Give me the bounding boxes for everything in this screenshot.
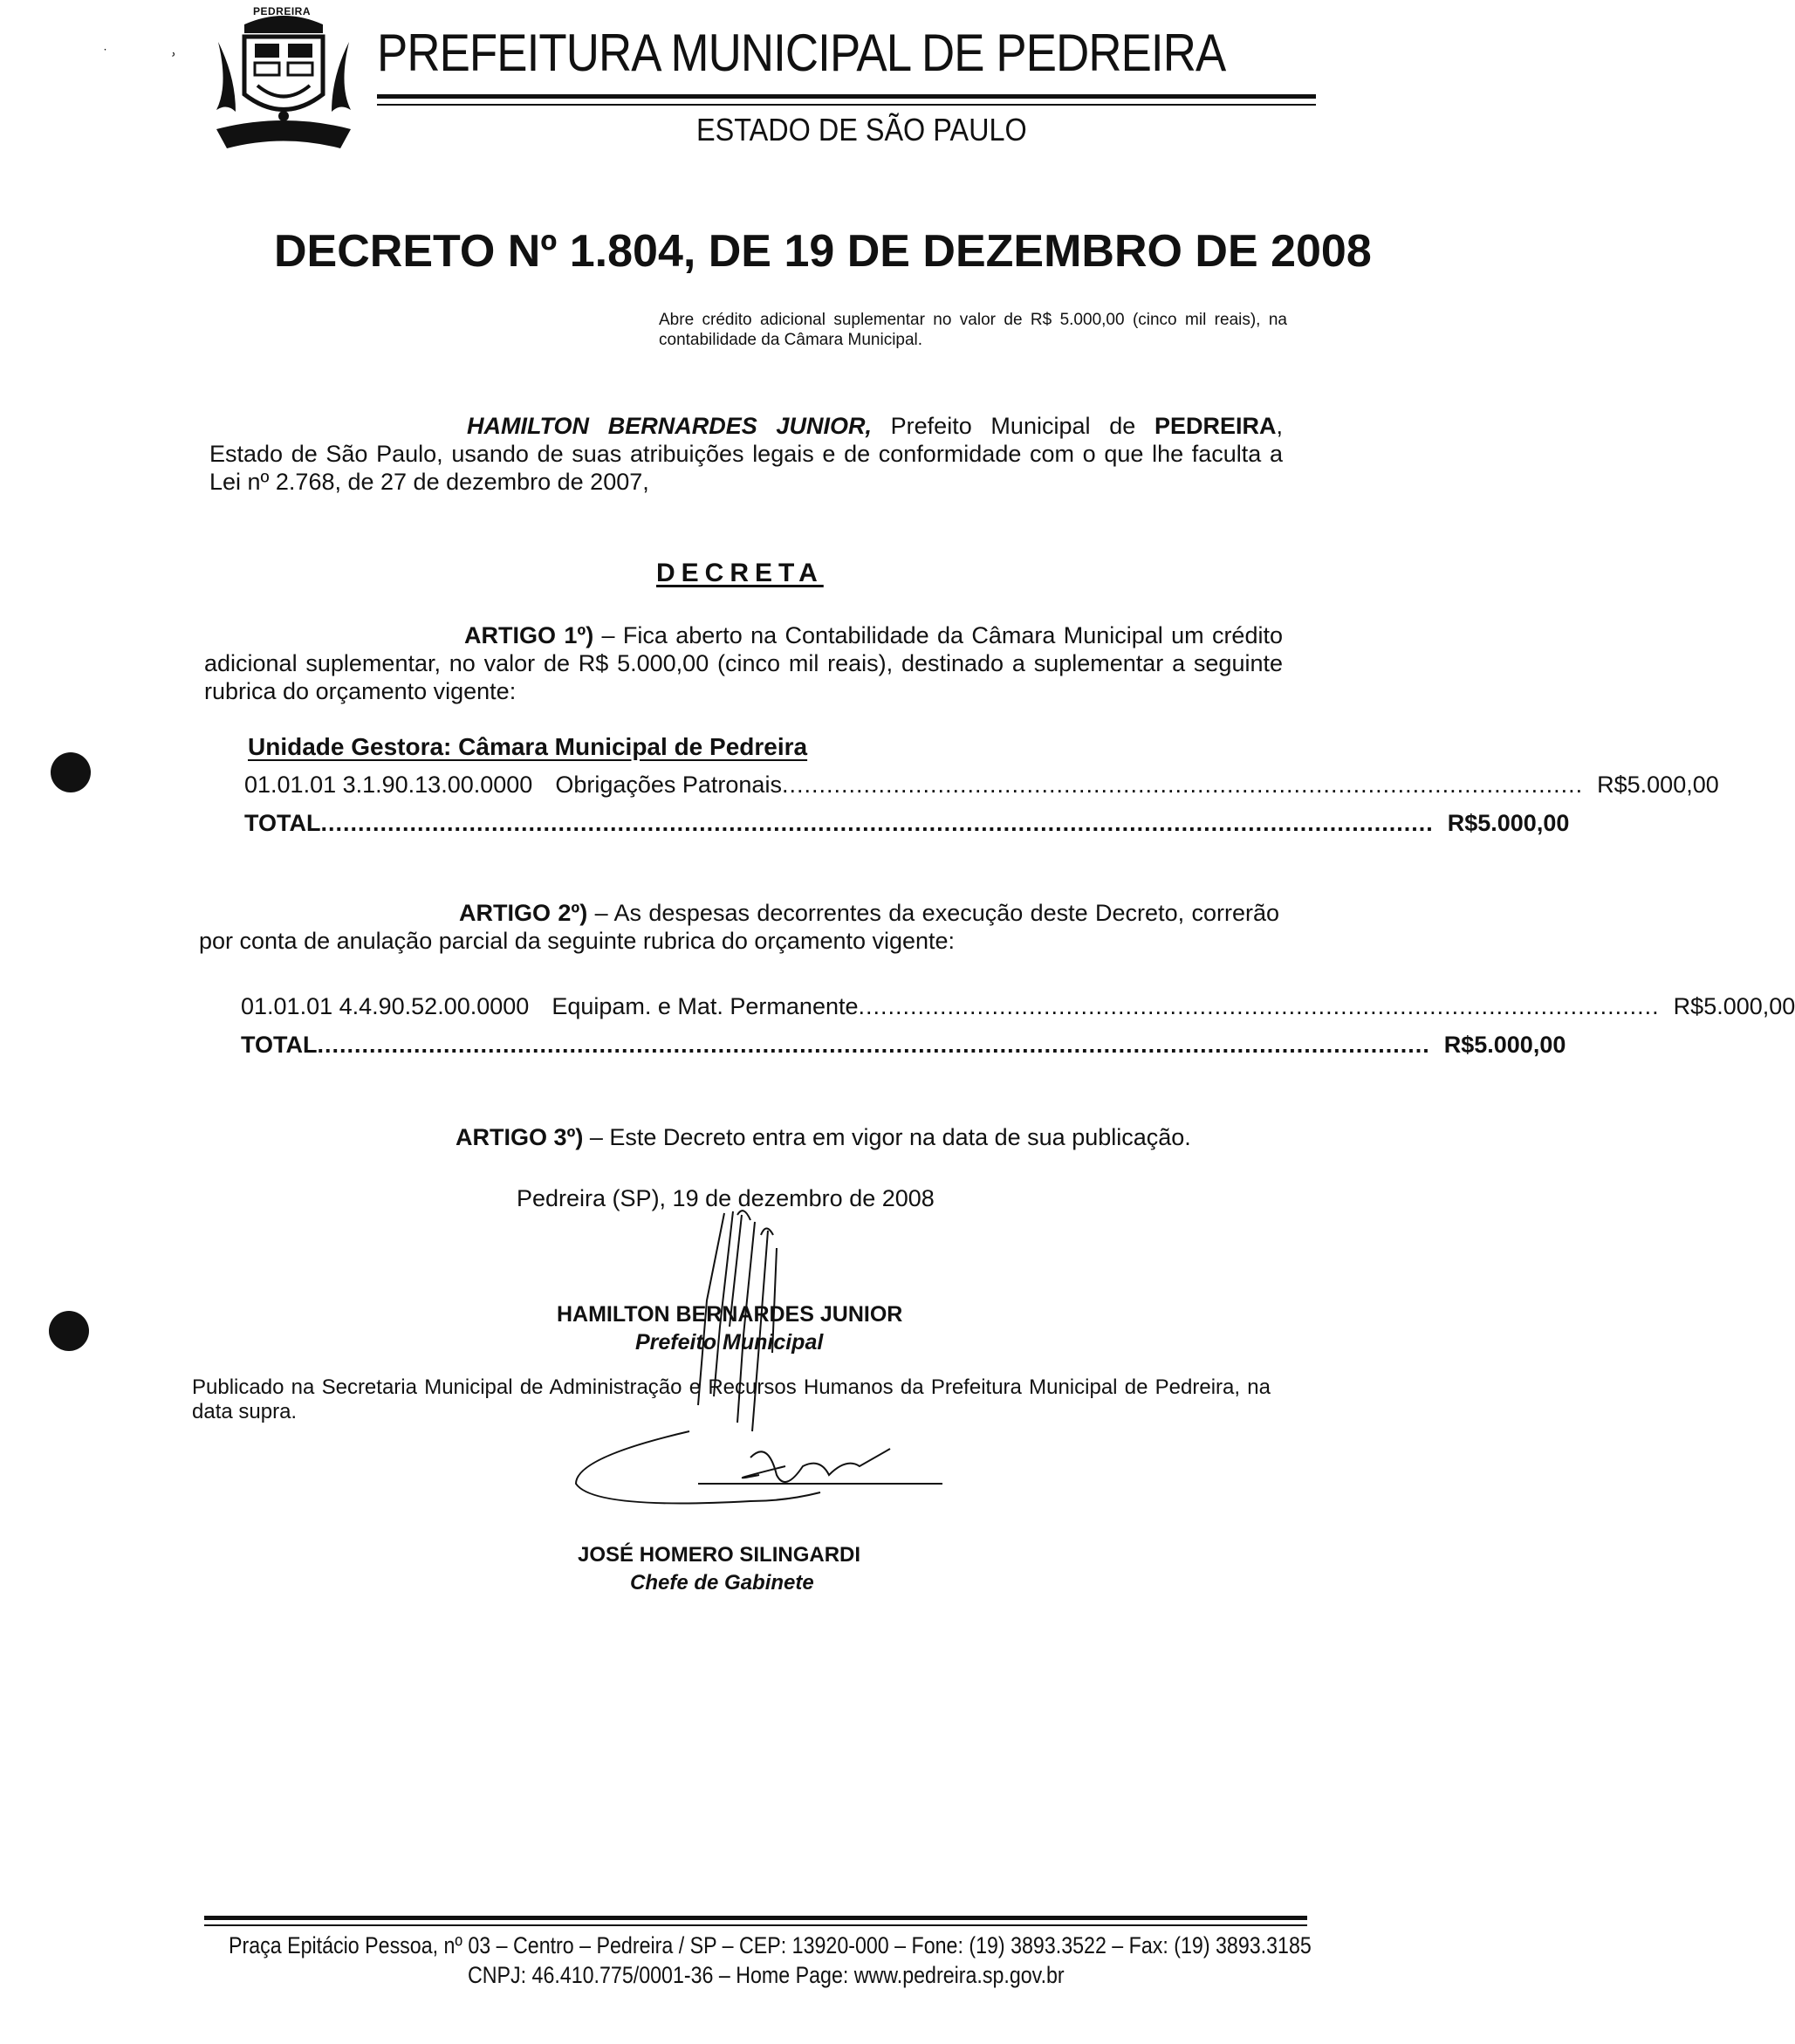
intro-city: PEDREIRA: [1154, 413, 1277, 439]
leader-dots: ............................................................................................................: [781, 772, 1584, 798]
budget-description: Obrigações Patronais: [555, 772, 782, 798]
total-amount: 5.000,00: [1474, 1032, 1566, 1058]
total-currency: R$: [1443, 1032, 1475, 1058]
budget-row: [241, 993, 1795, 1020]
decree-title: DECRETO Nº 1.804, DE 19 DE DEZEMBRO DE 2008: [274, 226, 1372, 277]
budget-currency: R$: [1673, 993, 1704, 1019]
decreta-heading: DECRETA: [656, 559, 824, 587]
signature-1-name: HAMILTON BERNARDES JUNIOR: [557, 1302, 903, 1327]
artigo-3: [456, 1124, 1191, 1151]
budget-currency: R$: [1597, 772, 1627, 798]
artigo-2-label: ARTIGO 2º): [459, 900, 588, 926]
footer-rule: [204, 1916, 1307, 1920]
header-rule: [377, 94, 1316, 99]
artigo-1: [204, 621, 1283, 705]
intro-text: Prefeito Municipal de: [871, 413, 1154, 439]
mayor-name: HAMILTON BERNARDES JUNIOR,: [467, 413, 872, 439]
signature-1-role: Prefeito Municipal: [635, 1330, 824, 1355]
artigo-1-label: ARTIGO 1º): [464, 622, 594, 648]
coat-of-arms-icon: [209, 7, 358, 160]
total-label: TOTAL: [244, 810, 321, 836]
footer-contact: CNPJ: 46.410.775/0001-36 – Home Page: www.pedreira.sp.gov.br: [468, 1962, 1065, 1988]
place-date: Pedreira (SP), 19 de dezembro de 2008: [517, 1185, 935, 1211]
leader-dots: ......................................................................................................................................................: [317, 1032, 1430, 1058]
publication-note: Publicado na Secretaria Municipal de Administração e Recursos Humanos da Prefeitura Municipal de Pedreira, na data supra.: [192, 1375, 1271, 1423]
total-currency: R$: [1447, 810, 1478, 836]
artigo-3-text: – Este Decreto entra em vigor na data de sua publicação.: [583, 1124, 1191, 1150]
artigo-3-label: ARTIGO 3º): [456, 1124, 584, 1150]
artigo-2: [199, 899, 1279, 955]
intro-text: , Estado de São Paulo, usando de suas atribuições legais e de conformidade com o que lhe faculta a Lei nº 2.768, de 27 de dezembro de 2007,: [209, 413, 1283, 495]
artigo-2-text: – As despesas decorrentes da execução deste Decreto, correrão por conta de anulação parcial da seguinte rubrica do orçamento vigente:: [199, 900, 1279, 954]
scan-speck: ˒: [170, 37, 178, 63]
footer-rule: [204, 1924, 1307, 1926]
scan-speck: ˑ: [103, 44, 108, 61]
header-rule: [377, 104, 1316, 106]
header-title: PREFEITURA MUNICIPAL DE PEDREIRA: [377, 24, 1226, 82]
handwritten-signature: [558, 1196, 960, 1527]
total-label: TOTAL: [241, 1032, 318, 1058]
artigo-1-text: – Fica aberto na Contabilidade da Câmara Municipal um crédito adicional suplementar, no valor de R$ 5.000,00 (cinco mil reais), destinado a suplementar a seguinte rubrica do orçamento vigente:: [204, 622, 1283, 704]
footer-address: Praça Epitácio Pessoa, nº 03 – Centro – Pedreira / SP – CEP: 13920-000 – Fone: (19) 3893.3522 – Fax: (19) 3893.3185: [229, 1932, 1312, 1958]
budget-total-row: [241, 1032, 1566, 1059]
intro-paragraph: [209, 412, 1283, 496]
leader-dots: ............................................................................................................: [858, 993, 1660, 1019]
total-amount: 5.000,00: [1477, 810, 1570, 836]
punch-hole: [49, 1311, 89, 1351]
crest-label: PEDREIRA: [253, 5, 312, 17]
signature-2-name: JOSÉ HOMERO SILINGARDI: [578, 1543, 861, 1567]
budget-amount: 5.000,00: [1703, 993, 1795, 1019]
unidade-gestora: Unidade Gestora: Câmara Municipal de Pedreira: [248, 733, 808, 760]
budget-row: [244, 772, 1719, 799]
budget-total-row: [244, 810, 1570, 837]
budget-code: 01.01.01 4.4.90.52.00.0000: [241, 993, 530, 1019]
budget-description: Equipam. e Mat. Permanente: [552, 993, 859, 1019]
leader-dots: ......................................................................................................................................................: [320, 810, 1434, 836]
budget-amount: 5.000,00: [1627, 772, 1719, 798]
header-subtitle: ESTADO DE SÃO PAULO: [696, 112, 1027, 147]
punch-hole: [51, 752, 91, 792]
budget-code: 01.01.01 3.1.90.13.00.0000: [244, 772, 533, 798]
signature-2-role: Chefe de Gabinete: [630, 1571, 814, 1595]
decree-ementa: Abre crédito adicional suplementar no valor de R$ 5.000,00 (cinco mil reais), na contabilidade da Câmara Municipal.: [659, 311, 1287, 349]
